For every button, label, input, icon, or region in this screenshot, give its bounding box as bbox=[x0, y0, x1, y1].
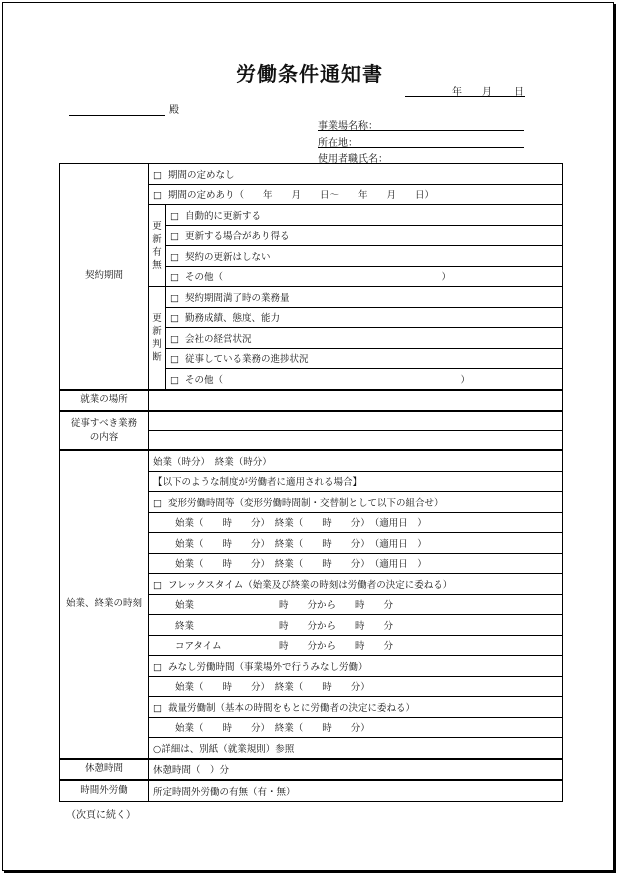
table-row bbox=[60, 780, 563, 801]
contract-fixed-option[interactable]: □ 期間の定めあり（ 年 月 日～ 年 月 日） bbox=[149, 184, 563, 205]
hours-special-note: 【以下のような制度が労働者に適用される場合】 bbox=[149, 471, 563, 492]
flex-time-option[interactable]: □ フレックスタイム（始業及び終業の時刻は労働者の決定に委ねる） bbox=[149, 574, 563, 595]
overtime-field[interactable]: 所定時間外労働の有無（有・無） bbox=[149, 780, 563, 801]
checkbox-icon[interactable]: □ bbox=[153, 702, 162, 714]
date-year: 年 bbox=[452, 87, 462, 98]
table-row bbox=[60, 759, 563, 781]
employer-name-field[interactable] bbox=[318, 117, 524, 131]
employer-address-label: 所在地： bbox=[318, 138, 358, 149]
flex-time-row[interactable]: コアタイム 時 分から 時 分 bbox=[149, 635, 563, 656]
renewal-option[interactable]: □ 契約の更新はしない bbox=[166, 246, 563, 267]
checkbox-icon[interactable]: □ bbox=[170, 354, 179, 366]
checkbox-icon[interactable]: □ bbox=[153, 661, 162, 673]
table-row bbox=[60, 411, 563, 431]
criteria-option[interactable]: □ その他（ ） bbox=[166, 369, 563, 390]
date-month: 月 bbox=[482, 87, 492, 98]
employer-name-label: 事業場名称： bbox=[318, 121, 378, 132]
duties-field[interactable] bbox=[149, 411, 563, 431]
discretionary-row[interactable]: 始業（ 時 分） 終業（ 時 分） bbox=[149, 717, 563, 738]
continued-note: （次頁に続く） bbox=[66, 810, 136, 821]
checkbox-icon[interactable]: □ bbox=[170, 251, 179, 263]
employer-rep-field[interactable] bbox=[318, 150, 524, 164]
checkbox-icon[interactable]: □ bbox=[170, 272, 179, 284]
break-label: 休憩時間 bbox=[60, 759, 149, 781]
checkbox-icon[interactable]: □ bbox=[170, 313, 179, 325]
criteria-option[interactable]: □ 勤務成績、態度、能力 bbox=[166, 307, 563, 328]
criteria-label: 更新判断 bbox=[149, 287, 166, 390]
checkbox-icon[interactable]: □ bbox=[170, 374, 179, 386]
checkbox-icon[interactable]: □ bbox=[153, 169, 162, 181]
variable-hours-row[interactable]: 始業（ 時 分） 終業（ 時 分） （適用日 ） bbox=[149, 533, 563, 554]
deemed-hours-row[interactable]: 始業（ 時 分） 終業（ 時 分） bbox=[149, 676, 563, 697]
checkbox-icon[interactable]: □ bbox=[153, 497, 162, 509]
renewal-option[interactable]: □ 更新する場合があり得る bbox=[166, 225, 563, 246]
criteria-option[interactable]: □ 会社の経営状況 bbox=[166, 328, 563, 349]
checkbox-icon[interactable]: □ bbox=[170, 292, 179, 304]
checkbox-icon[interactable]: □ bbox=[153, 190, 162, 202]
employer-address-field[interactable] bbox=[318, 134, 524, 148]
addressee-suffix: 殿 bbox=[169, 105, 179, 116]
variable-hours-row[interactable]: 始業（ 時 分） 終業（ 時 分） （適用日 ） bbox=[149, 553, 563, 574]
flex-time-row[interactable]: 終業 時 分から 時 分 bbox=[149, 615, 563, 636]
table-row bbox=[60, 450, 563, 471]
renewal-option[interactable]: □ その他（ ） bbox=[166, 266, 563, 287]
document-title: 労働条件通知書 bbox=[236, 62, 383, 86]
checkbox-icon[interactable]: □ bbox=[153, 579, 162, 591]
hours-basic[interactable]: 始業（時分） 終業（時分） bbox=[149, 450, 563, 471]
table-row bbox=[60, 390, 563, 412]
workplace-field[interactable] bbox=[149, 390, 563, 412]
checkbox-icon[interactable]: □ bbox=[170, 210, 179, 222]
discretionary-option[interactable]: □ 裁量労働制（基本の時間をもとに労働者の決定に委ねる） bbox=[149, 697, 563, 718]
renewal-option[interactable]: □ 自動的に更新する bbox=[166, 205, 563, 226]
employer-rep-label: 使用者職氏名： bbox=[318, 154, 388, 165]
contract-none-option[interactable]: □ 期間の定めなし bbox=[149, 164, 563, 185]
duties-field[interactable] bbox=[149, 431, 563, 451]
variable-hours-option[interactable]: □ 変形労働時間等（変形労働時間制・交替制として以下の組合せ） bbox=[149, 492, 563, 513]
date-line bbox=[405, 82, 525, 97]
hours-details-note: ○詳細は、別紙（就業規則）参照 bbox=[149, 738, 563, 759]
overtime-label: 時間外労働 bbox=[60, 780, 149, 801]
table-row bbox=[60, 164, 563, 185]
date-day: 日 bbox=[514, 87, 524, 98]
checkbox-icon[interactable]: □ bbox=[170, 333, 179, 345]
workplace-label: 就業の場所 bbox=[60, 390, 149, 412]
criteria-option[interactable]: □ 従事している業務の進捗状況 bbox=[166, 348, 563, 369]
addressee-field[interactable] bbox=[69, 101, 165, 116]
renewal-label: 更新有無 bbox=[149, 205, 166, 287]
hours-label: 始業、終業の時刻 bbox=[60, 450, 149, 759]
variable-hours-row[interactable]: 始業（ 時 分） 終業（ 時 分） （適用日 ） bbox=[149, 512, 563, 533]
criteria-option[interactable]: □ 契約期間満了時の業務量 bbox=[166, 287, 563, 308]
duties-label: 従事すべき業務の内容 bbox=[60, 411, 149, 450]
break-field[interactable]: 休憩時間（ ）分 bbox=[149, 759, 563, 781]
conditions-table bbox=[59, 163, 563, 802]
checkbox-icon[interactable]: □ bbox=[170, 231, 179, 243]
contract-label: 契約期間 bbox=[60, 164, 149, 390]
deemed-hours-option[interactable]: □ みなし労働時間（事業場外で行うみなし労働） bbox=[149, 656, 563, 677]
flex-time-row[interactable]: 始業 時 分から 時 分 bbox=[149, 594, 563, 615]
